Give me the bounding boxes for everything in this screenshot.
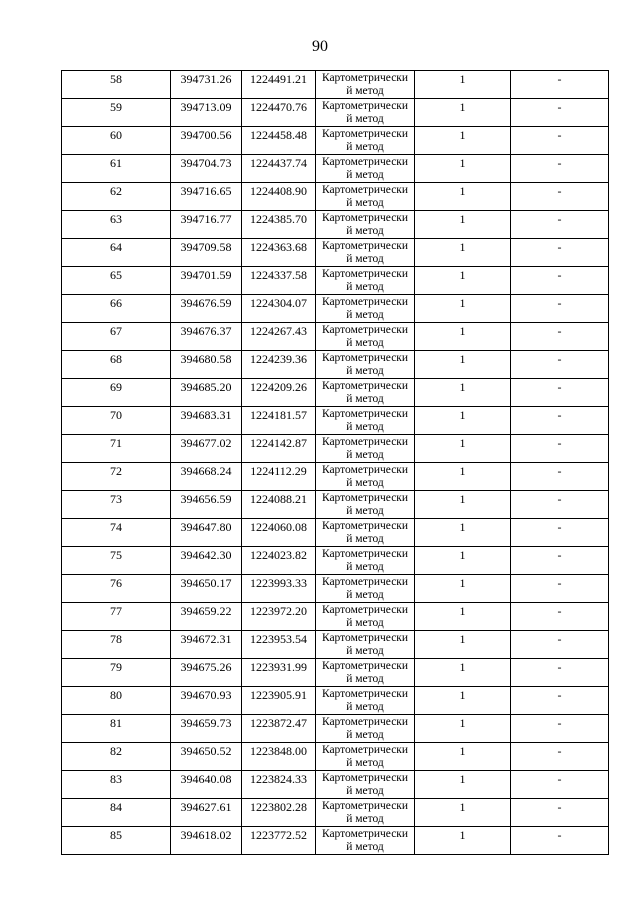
table-row — [62, 743, 609, 771]
method-label-line2: й метод — [346, 393, 384, 405]
y-coordinate-cell: 1224142.87 — [242, 435, 316, 463]
method-cell — [316, 267, 415, 295]
method-label-line2: й метод — [346, 281, 384, 293]
point-number-cell: 79 — [62, 659, 171, 687]
y-coordinate-cell: 1224408.90 — [242, 183, 316, 211]
y-coordinate-cell: 1224239.36 — [242, 351, 316, 379]
note-cell: - — [511, 575, 609, 603]
y-coordinate-cell: 1223824.33 — [242, 771, 316, 799]
table-row — [62, 715, 609, 743]
method-label-line2: й метод — [346, 197, 384, 209]
y-coordinate-cell: 1223972.20 — [242, 603, 316, 631]
method-label-line2: й метод — [346, 729, 384, 741]
table-row — [62, 659, 609, 687]
x-coordinate-cell: 394677.02 — [171, 435, 242, 463]
accuracy-cell: 1 — [415, 547, 511, 575]
note-cell: - — [511, 603, 609, 631]
note-cell: - — [511, 407, 609, 435]
method-label-line2: й метод — [346, 673, 384, 685]
method-cell — [316, 127, 415, 155]
method-cell — [316, 379, 415, 407]
point-number-cell: 72 — [62, 463, 171, 491]
accuracy-cell: 1 — [415, 491, 511, 519]
accuracy-cell: 1 — [415, 771, 511, 799]
method-cell — [316, 575, 415, 603]
method-label-line1: Картометрически — [321, 380, 409, 392]
accuracy-cell: 1 — [415, 799, 511, 827]
point-number-cell: 73 — [62, 491, 171, 519]
point-number-cell: 63 — [62, 211, 171, 239]
method-label-line2: й метод — [346, 85, 384, 97]
method-cell — [316, 463, 415, 491]
method-label-line2: й метод — [346, 533, 384, 545]
table-row — [62, 771, 609, 799]
x-coordinate-cell: 394680.58 — [171, 351, 242, 379]
accuracy-cell: 1 — [415, 603, 511, 631]
y-coordinate-cell: 1224304.07 — [242, 295, 316, 323]
accuracy-cell: 1 — [415, 463, 511, 491]
table-row — [62, 547, 609, 575]
x-coordinate-cell: 394650.52 — [171, 743, 242, 771]
method-label-line1: Картометрически — [321, 184, 409, 196]
accuracy-cell: 1 — [415, 435, 511, 463]
x-coordinate-cell: 394716.65 — [171, 183, 242, 211]
point-number-cell: 62 — [62, 183, 171, 211]
point-number-cell: 85 — [62, 827, 171, 855]
method-label-line1: Картометрически — [321, 632, 409, 644]
accuracy-cell: 1 — [415, 211, 511, 239]
y-coordinate-cell: 1224267.43 — [242, 323, 316, 351]
table-row — [62, 127, 609, 155]
method-label-line1: Картометрически — [321, 688, 409, 700]
method-label-line1: Картометрически — [321, 436, 409, 448]
y-coordinate-cell: 1223772.52 — [242, 827, 316, 855]
point-number-cell: 61 — [62, 155, 171, 183]
y-coordinate-cell: 1223848.00 — [242, 743, 316, 771]
method-label-line1: Картометрически — [321, 604, 409, 616]
method-cell — [316, 239, 415, 267]
note-cell: - — [511, 491, 609, 519]
accuracy-cell: 1 — [415, 379, 511, 407]
note-cell: - — [511, 99, 609, 127]
method-label-line2: й метод — [346, 337, 384, 349]
point-number-cell: 71 — [62, 435, 171, 463]
method-cell — [316, 295, 415, 323]
method-cell — [316, 603, 415, 631]
table-row — [62, 183, 609, 211]
method-label-line1: Картометрически — [321, 296, 409, 308]
table-row — [62, 267, 609, 295]
accuracy-cell: 1 — [415, 743, 511, 771]
y-coordinate-cell: 1224181.57 — [242, 407, 316, 435]
method-cell — [316, 631, 415, 659]
x-coordinate-cell: 394618.02 — [171, 827, 242, 855]
y-coordinate-cell: 1224060.08 — [242, 519, 316, 547]
table-row — [62, 239, 609, 267]
x-coordinate-cell: 394700.56 — [171, 127, 242, 155]
accuracy-cell: 1 — [415, 351, 511, 379]
y-coordinate-cell: 1223931.99 — [242, 659, 316, 687]
table-row — [62, 295, 609, 323]
y-coordinate-cell: 1224470.76 — [242, 99, 316, 127]
table-row — [62, 827, 609, 855]
method-cell — [316, 323, 415, 351]
point-number-cell: 78 — [62, 631, 171, 659]
note-cell: - — [511, 127, 609, 155]
x-coordinate-cell: 394650.17 — [171, 575, 242, 603]
method-label-line2: й метод — [346, 701, 384, 713]
method-label-line1: Картометрически — [321, 492, 409, 504]
method-cell — [316, 827, 415, 855]
point-number-cell: 77 — [62, 603, 171, 631]
note-cell: - — [511, 463, 609, 491]
table-row — [62, 407, 609, 435]
table-row — [62, 603, 609, 631]
method-cell — [316, 407, 415, 435]
point-number-cell: 65 — [62, 267, 171, 295]
method-label-line2: й метод — [346, 253, 384, 265]
method-cell — [316, 771, 415, 799]
note-cell: - — [511, 771, 609, 799]
method-label-line2: й метод — [346, 841, 384, 853]
table-row — [62, 491, 609, 519]
method-label-line2: й метод — [346, 617, 384, 629]
note-cell: - — [511, 267, 609, 295]
note-cell: - — [511, 71, 609, 99]
table-row — [62, 519, 609, 547]
y-coordinate-cell: 1224458.48 — [242, 127, 316, 155]
x-coordinate-cell: 394716.77 — [171, 211, 242, 239]
method-label-line1: Картометрически — [321, 520, 409, 532]
x-coordinate-cell: 394683.31 — [171, 407, 242, 435]
y-coordinate-cell: 1224112.29 — [242, 463, 316, 491]
x-coordinate-cell: 394701.59 — [171, 267, 242, 295]
method-label-line2: й метод — [346, 113, 384, 125]
accuracy-cell: 1 — [415, 631, 511, 659]
method-label-line1: Картометрически — [321, 548, 409, 560]
point-number-cell: 74 — [62, 519, 171, 547]
x-coordinate-cell: 394659.22 — [171, 603, 242, 631]
table-row — [62, 463, 609, 491]
point-number-cell: 64 — [62, 239, 171, 267]
point-number-cell: 69 — [62, 379, 171, 407]
y-coordinate-cell: 1223872.47 — [242, 715, 316, 743]
accuracy-cell: 1 — [415, 519, 511, 547]
x-coordinate-cell: 394659.73 — [171, 715, 242, 743]
table-row — [62, 99, 609, 127]
point-number-cell: 60 — [62, 127, 171, 155]
point-number-cell: 66 — [62, 295, 171, 323]
method-label-line1: Картометрически — [321, 156, 409, 168]
method-cell — [316, 183, 415, 211]
point-number-cell: 82 — [62, 743, 171, 771]
point-number-cell: 81 — [62, 715, 171, 743]
method-label-line2: й метод — [346, 169, 384, 181]
page-number: 90 — [312, 38, 328, 55]
point-number-cell: 84 — [62, 799, 171, 827]
method-cell — [316, 547, 415, 575]
method-label-line1: Картометрически — [321, 800, 409, 812]
note-cell: - — [511, 547, 609, 575]
accuracy-cell: 1 — [415, 407, 511, 435]
table-row — [62, 435, 609, 463]
note-cell: - — [511, 155, 609, 183]
point-number-cell: 67 — [62, 323, 171, 351]
x-coordinate-cell: 394647.80 — [171, 519, 242, 547]
method-label-line1: Картометрически — [321, 100, 409, 112]
method-label-line2: й метод — [346, 225, 384, 237]
x-coordinate-cell: 394668.24 — [171, 463, 242, 491]
method-label-line2: й метод — [346, 365, 384, 377]
method-cell — [316, 715, 415, 743]
x-coordinate-cell: 394685.20 — [171, 379, 242, 407]
table-row — [62, 351, 609, 379]
y-coordinate-cell: 1224385.70 — [242, 211, 316, 239]
method-label-line2: й метод — [346, 785, 384, 797]
x-coordinate-cell: 394709.58 — [171, 239, 242, 267]
y-coordinate-cell: 1223953.54 — [242, 631, 316, 659]
method-label-line1: Картометрически — [321, 268, 409, 280]
note-cell: - — [511, 799, 609, 827]
table-row — [62, 631, 609, 659]
x-coordinate-cell: 394656.59 — [171, 491, 242, 519]
note-cell: - — [511, 743, 609, 771]
method-cell — [316, 743, 415, 771]
method-label-line1: Картометрически — [321, 212, 409, 224]
method-cell — [316, 71, 415, 99]
table-row — [62, 155, 609, 183]
method-label-line1: Картометрически — [321, 240, 409, 252]
method-label-line1: Картометрически — [321, 72, 409, 84]
method-label-line2: й метод — [346, 645, 384, 657]
y-coordinate-cell: 1223993.33 — [242, 575, 316, 603]
note-cell: - — [511, 239, 609, 267]
method-cell — [316, 155, 415, 183]
accuracy-cell: 1 — [415, 575, 511, 603]
method-label-line1: Картометрически — [321, 128, 409, 140]
x-coordinate-cell: 394672.31 — [171, 631, 242, 659]
x-coordinate-cell: 394642.30 — [171, 547, 242, 575]
accuracy-cell: 1 — [415, 267, 511, 295]
x-coordinate-cell: 394676.59 — [171, 295, 242, 323]
table-row — [62, 575, 609, 603]
note-cell: - — [511, 435, 609, 463]
x-coordinate-cell: 394627.61 — [171, 799, 242, 827]
point-number-cell: 75 — [62, 547, 171, 575]
method-label-line1: Картометрически — [321, 464, 409, 476]
y-coordinate-cell: 1224437.74 — [242, 155, 316, 183]
note-cell: - — [511, 659, 609, 687]
y-coordinate-cell: 1224337.58 — [242, 267, 316, 295]
method-label-line1: Картометрически — [321, 772, 409, 784]
point-number-cell: 70 — [62, 407, 171, 435]
method-label-line2: й метод — [346, 589, 384, 601]
note-cell: - — [511, 351, 609, 379]
point-number-cell: 68 — [62, 351, 171, 379]
note-cell: - — [511, 379, 609, 407]
note-cell: - — [511, 519, 609, 547]
accuracy-cell: 1 — [415, 659, 511, 687]
x-coordinate-cell: 394640.08 — [171, 771, 242, 799]
x-coordinate-cell: 394670.93 — [171, 687, 242, 715]
y-coordinate-cell: 1223905.91 — [242, 687, 316, 715]
method-label-line1: Картометрически — [321, 352, 409, 364]
note-cell: - — [511, 687, 609, 715]
accuracy-cell: 1 — [415, 239, 511, 267]
method-label-line1: Картометрически — [321, 828, 409, 840]
method-cell — [316, 435, 415, 463]
method-label-line2: й метод — [346, 309, 384, 321]
method-label-line2: й метод — [346, 505, 384, 517]
method-label-line2: й метод — [346, 813, 384, 825]
y-coordinate-cell: 1224023.82 — [242, 547, 316, 575]
method-label-line2: й метод — [346, 757, 384, 769]
point-number-cell: 80 — [62, 687, 171, 715]
coordinates-table-body — [62, 71, 609, 855]
accuracy-cell: 1 — [415, 715, 511, 743]
method-cell — [316, 659, 415, 687]
method-label-line1: Картометрически — [321, 716, 409, 728]
accuracy-cell: 1 — [415, 183, 511, 211]
accuracy-cell: 1 — [415, 323, 511, 351]
y-coordinate-cell: 1224088.21 — [242, 491, 316, 519]
method-cell — [316, 687, 415, 715]
method-label-line1: Картометрически — [321, 408, 409, 420]
accuracy-cell: 1 — [415, 99, 511, 127]
accuracy-cell: 1 — [415, 827, 511, 855]
method-cell — [316, 351, 415, 379]
accuracy-cell: 1 — [415, 155, 511, 183]
note-cell: - — [511, 211, 609, 239]
y-coordinate-cell: 1224491.21 — [242, 71, 316, 99]
note-cell: - — [511, 183, 609, 211]
method-label-line1: Картометрически — [321, 576, 409, 588]
method-label-line2: й метод — [346, 561, 384, 573]
method-label-line1: Картометрически — [321, 324, 409, 336]
method-label-line2: й метод — [346, 449, 384, 461]
method-cell — [316, 99, 415, 127]
table-row — [62, 799, 609, 827]
accuracy-cell: 1 — [415, 71, 511, 99]
method-cell — [316, 211, 415, 239]
accuracy-cell: 1 — [415, 295, 511, 323]
table-row — [62, 687, 609, 715]
method-label-line2: й метод — [346, 477, 384, 489]
point-number-cell: 76 — [62, 575, 171, 603]
note-cell: - — [511, 295, 609, 323]
table-row — [62, 211, 609, 239]
y-coordinate-cell: 1224209.26 — [242, 379, 316, 407]
accuracy-cell: 1 — [415, 687, 511, 715]
point-number-cell: 83 — [62, 771, 171, 799]
y-coordinate-cell: 1224363.68 — [242, 239, 316, 267]
method-label-line1: Картометрически — [321, 744, 409, 756]
table-row — [62, 379, 609, 407]
note-cell: - — [511, 631, 609, 659]
method-label-line2: й метод — [346, 421, 384, 433]
note-cell: - — [511, 715, 609, 743]
table-row — [62, 71, 609, 99]
note-cell: - — [511, 827, 609, 855]
x-coordinate-cell: 394704.73 — [171, 155, 242, 183]
x-coordinate-cell: 394731.26 — [171, 71, 242, 99]
method-label-line1: Картометрически — [321, 660, 409, 672]
x-coordinate-cell: 394675.26 — [171, 659, 242, 687]
point-number-cell: 59 — [62, 99, 171, 127]
accuracy-cell: 1 — [415, 127, 511, 155]
coordinates-table — [61, 70, 609, 855]
method-label-line2: й метод — [346, 141, 384, 153]
method-cell — [316, 519, 415, 547]
note-cell: - — [511, 323, 609, 351]
point-number-cell: 58 — [62, 71, 171, 99]
x-coordinate-cell: 394676.37 — [171, 323, 242, 351]
method-cell — [316, 799, 415, 827]
method-cell — [316, 491, 415, 519]
table-row — [62, 323, 609, 351]
y-coordinate-cell: 1223802.28 — [242, 799, 316, 827]
x-coordinate-cell: 394713.09 — [171, 99, 242, 127]
